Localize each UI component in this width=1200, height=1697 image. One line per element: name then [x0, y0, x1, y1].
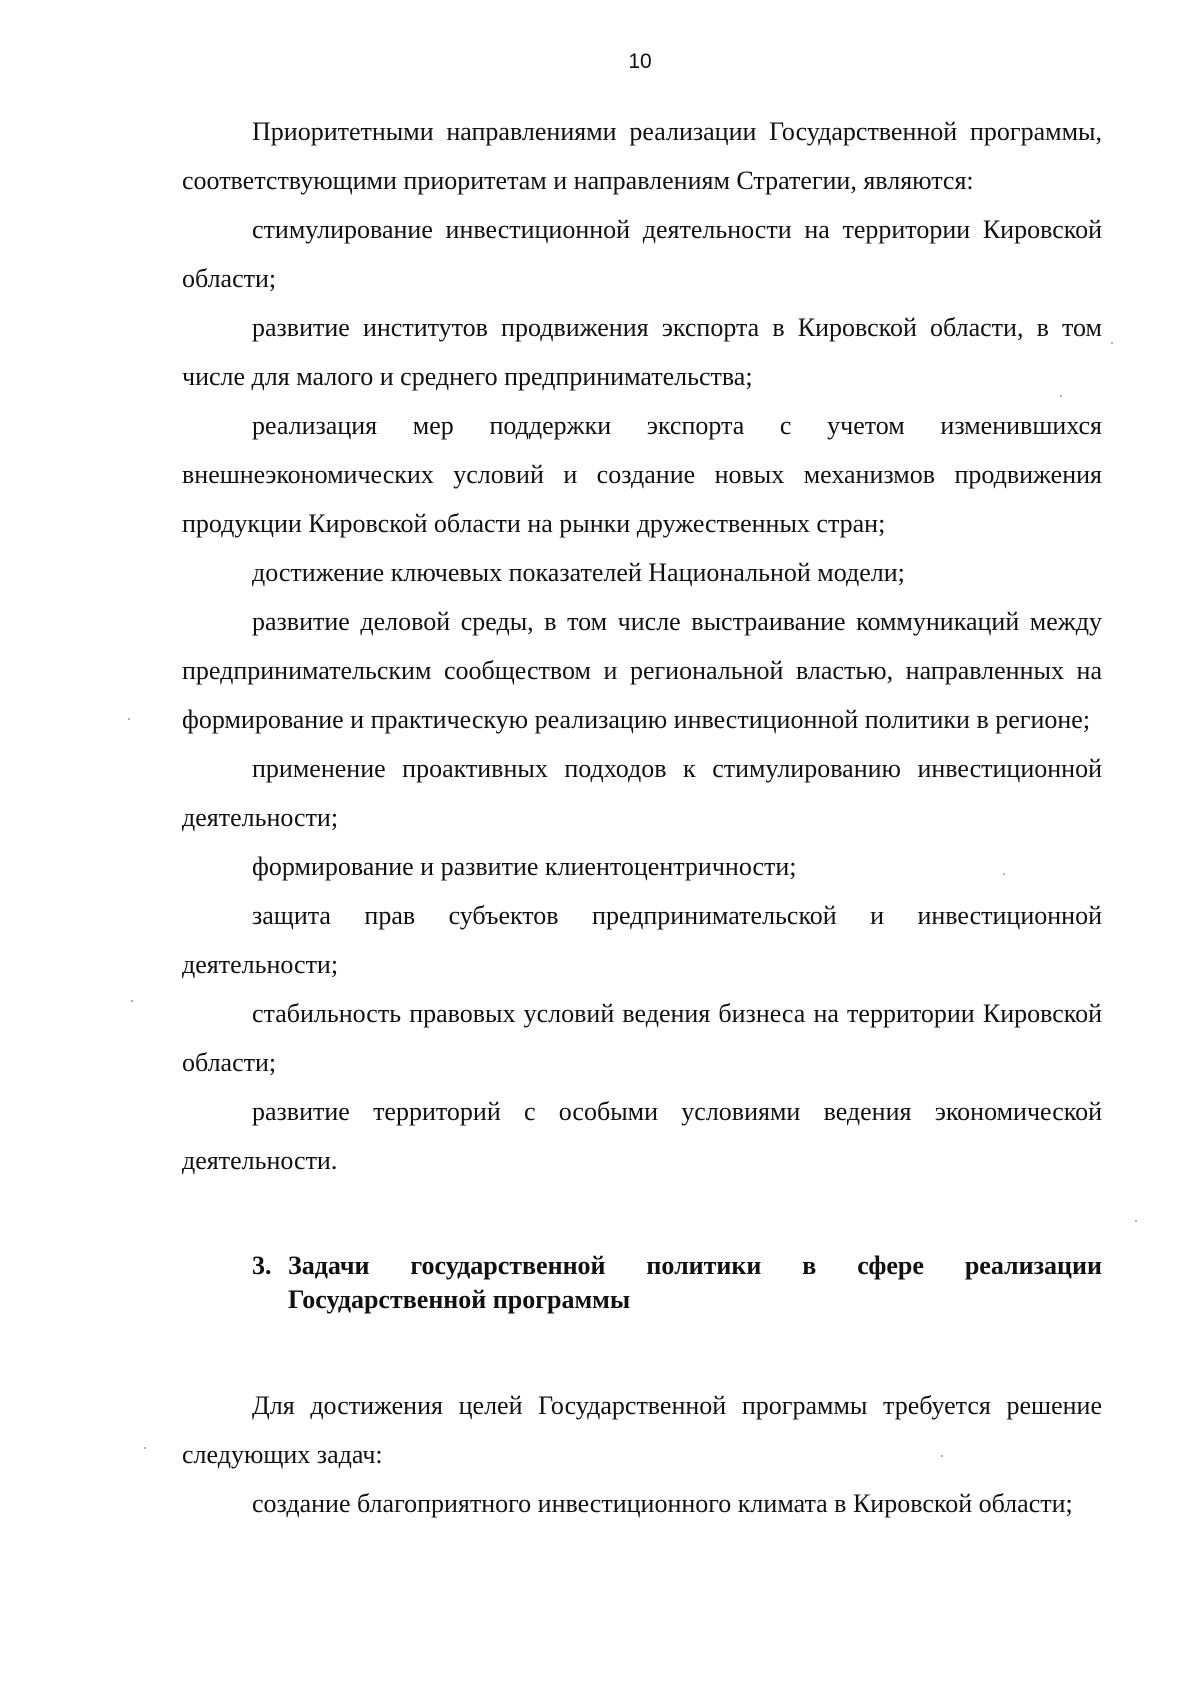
paragraph-rights-protection: защита прав субъектов предпринимательской и инвестиционной деятельности;: [182, 901, 1102, 979]
paragraph-special-territories: развитие территорий с особыми условиями ведения экономической деятельности.: [182, 1097, 1102, 1175]
paragraph-business-environment: развитие деловой среды, в том числе выстраивание коммуникаций между предпринимательским сообществом и региональной властью, направленных на формирование и практическую реализацию инвестиционной политики в регионе;: [182, 607, 1102, 734]
paragraph-tasks-intro: Для достижения целей Государственной программы требуется решение следующих задач:: [182, 1391, 1102, 1469]
paragraph-export-institutions: развитие институтов продвижения экспорта в Кировской области, в том числе для малого и среднего предпринимательства;: [182, 313, 1102, 391]
paragraph-export-support: реализация мер поддержки экспорта с учетом изменившихся внешнеэкономических условий и создание новых механизмов продвижения продукции Кировской области на рынки дружественных стран;: [182, 411, 1102, 538]
section-heading: [182, 1249, 1102, 1317]
scan-speck: [131, 1000, 133, 1002]
scan-speck: [1111, 342, 1113, 344]
scan-speck: [1060, 395, 1062, 397]
document-body: [182, 107, 1102, 1528]
scan-speck: [144, 1447, 146, 1449]
scan-speck: [1135, 1220, 1137, 1222]
paragraph-national-model: достижение ключевых показателей Национальной модели;: [252, 558, 905, 587]
paragraph-investment-stimulation: стимулирование инвестиционной деятельности на территории Кировской области;: [182, 215, 1102, 293]
paragraph-client-centricity: формирование и развитие клиентоцентричности;: [252, 852, 797, 881]
section-heading-number: 3.: [252, 1251, 272, 1280]
paragraph-priorities-intro: Приоритетными направлениями реализации Государственной программы, соответствующими приоритетам и направлениям Стратегии, являются:: [182, 117, 1102, 195]
scan-speck: [128, 718, 130, 720]
paragraph-proactive-approaches: применение проактивных подходов к стимулированию инвестиционной деятельности;: [182, 754, 1102, 832]
section-heading-text: Задачи государственной политики в сфере реализации Государственной программы: [288, 1251, 1102, 1314]
page-number: 10: [628, 50, 652, 73]
scan-speck: [1003, 873, 1005, 875]
paragraph-legal-stability: стабильность правовых условий ведения бизнеса на территории Кировской области;: [182, 999, 1102, 1077]
scan-speck: [941, 1455, 943, 1457]
paragraph-investment-climate: создание благоприятного инвестиционного климата в Кировской области;: [252, 1489, 1073, 1518]
